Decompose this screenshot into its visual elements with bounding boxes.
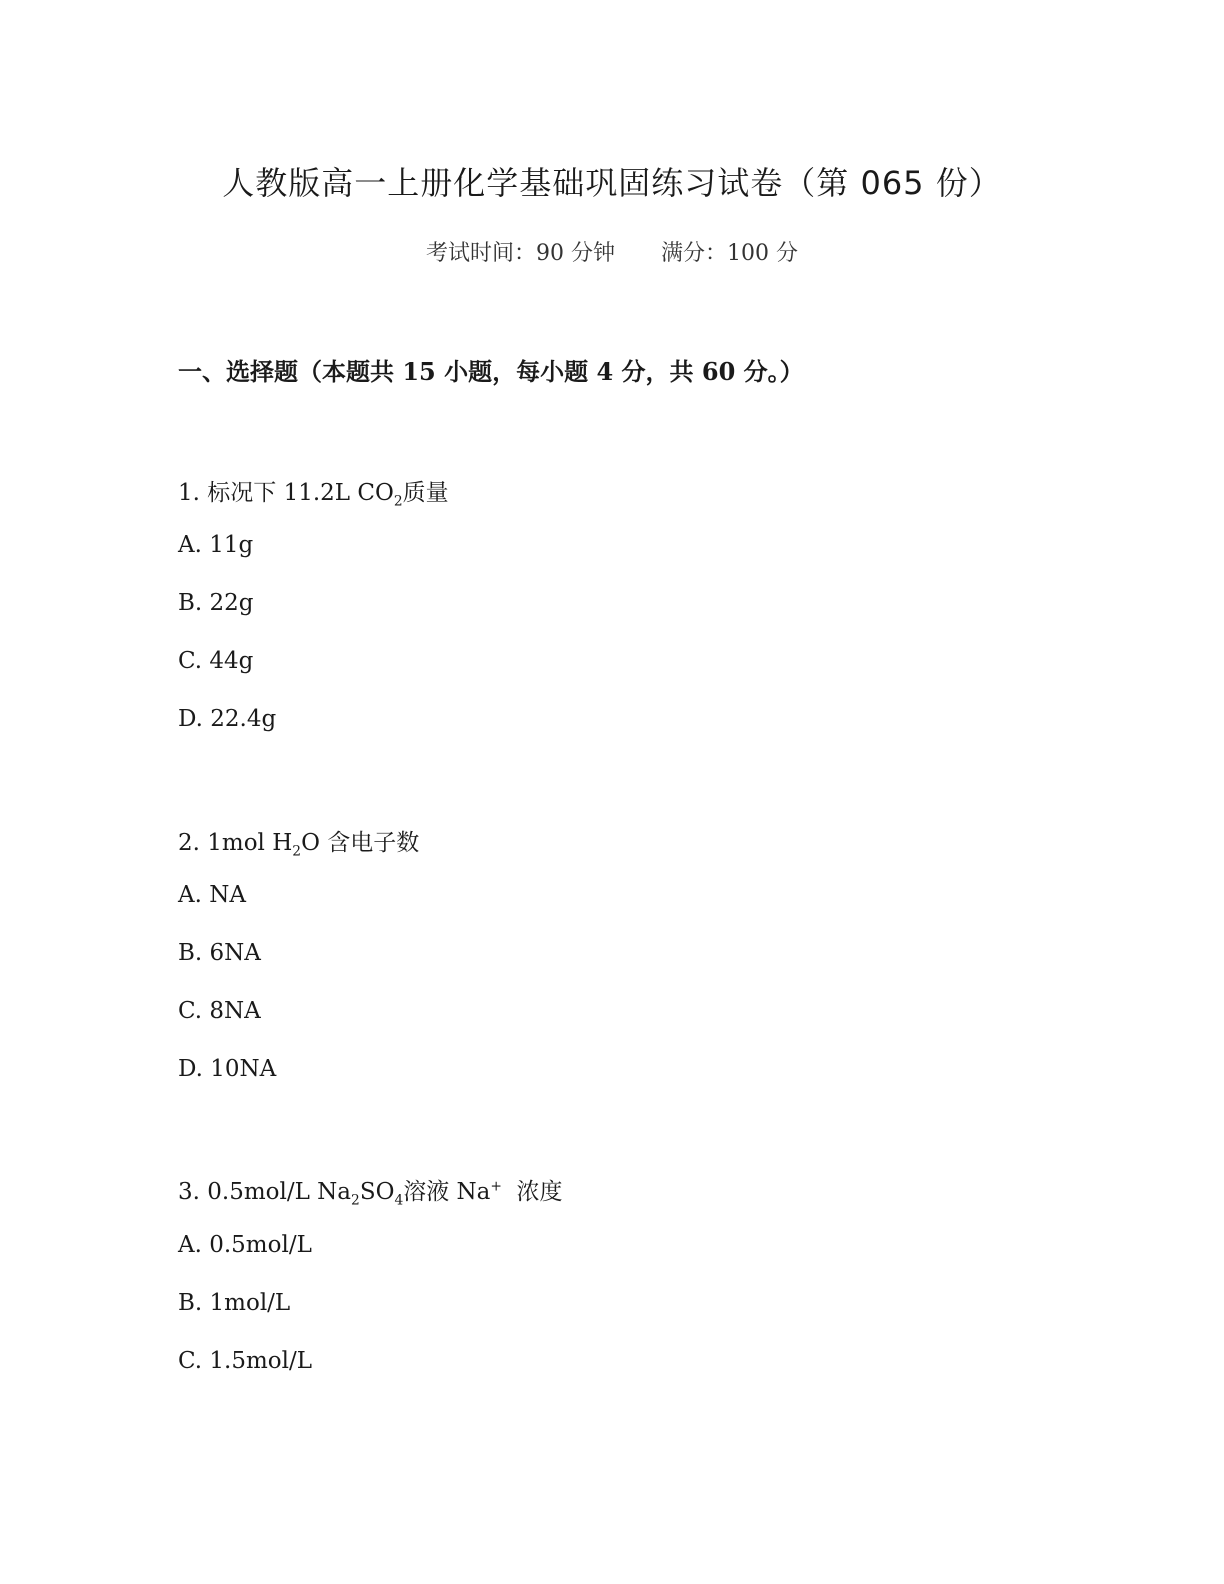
page-title: 人教版高一上册化学基础巩固练习试卷（第 065 份） <box>222 164 1002 202</box>
question-1-stem: 1. 标况下 11.2L $CO_2$质量 <box>178 480 449 510</box>
question-1-option-b: B. 22g <box>178 590 254 616</box>
exam-time: 考试时间：90 分钟 <box>426 241 615 266</box>
section-heading: 一、选择题（本题共 15 小题，每小题 4 分，共 60 分。） <box>178 357 804 386</box>
question-1-option-c: C. 44g <box>178 648 254 674</box>
exam-meta <box>0 236 1224 267</box>
question-3-option-b: B. 1mol/L <box>178 1290 291 1316</box>
question-3-option-a: A. 0.5mol/L <box>178 1232 312 1258</box>
question-2-option-b: B. 6NA <box>178 940 261 966</box>
question-1-option-d: D. 22.4g <box>178 706 277 732</box>
question-3-option-c: C. 1.5mol/L <box>178 1348 313 1374</box>
question-2-option-a: A. NA <box>178 882 246 908</box>
question-2-option-d: D. 10NA <box>178 1056 277 1082</box>
question-3-stem: 3. 0.5mol/L $Na_2SO_4$溶液 Na+ 浓度 <box>178 1178 563 1209</box>
question-1-option-a: A. 11g <box>178 532 254 558</box>
exam-score: 满分：100 分 <box>661 241 798 266</box>
question-2-stem: 2. 1mol $H_2O$ 含电子数 <box>178 830 420 860</box>
question-2-option-c: C. 8NA <box>178 998 261 1024</box>
